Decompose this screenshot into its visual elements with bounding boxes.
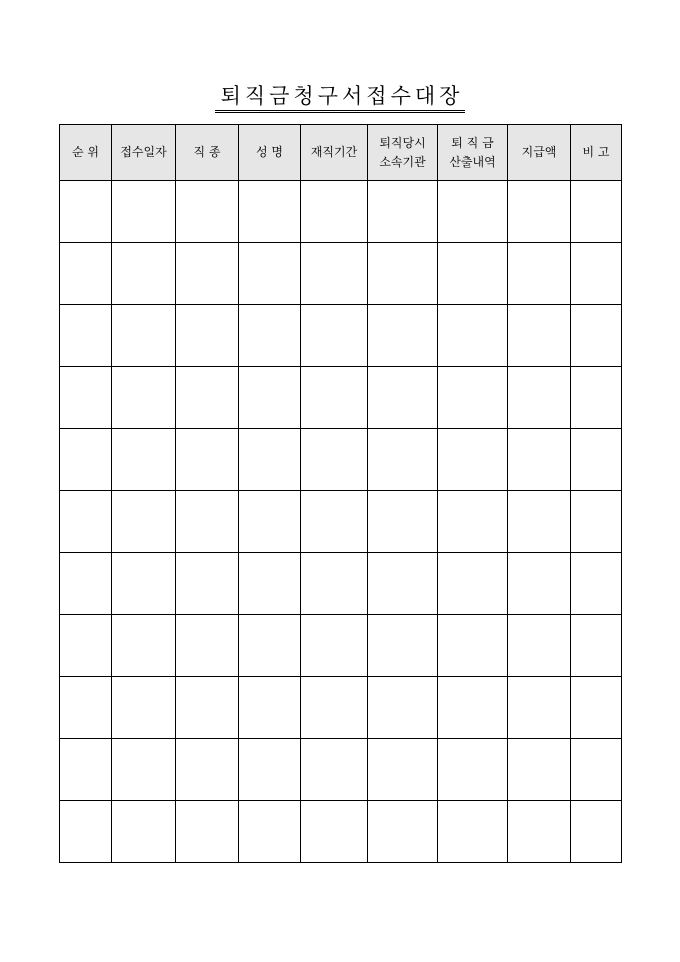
- table-cell: [239, 615, 301, 677]
- table-row: [60, 367, 622, 429]
- table-cell: [176, 181, 239, 243]
- table-cell: [60, 677, 112, 739]
- table-row: [60, 801, 622, 863]
- table-cell: [508, 181, 571, 243]
- header-label: 퇴 직 금: [451, 135, 494, 150]
- table-cell: [239, 491, 301, 553]
- table-cell: [301, 367, 368, 429]
- table-cell: [571, 491, 622, 553]
- table-cell: [508, 553, 571, 615]
- table-cell: [60, 367, 112, 429]
- table-row: [60, 305, 622, 367]
- table-body: [60, 181, 622, 863]
- table-cell: [301, 615, 368, 677]
- table-cell: [438, 491, 508, 553]
- table-cell: [112, 429, 176, 491]
- table-cell: [368, 553, 438, 615]
- header-label: 소속기관: [379, 154, 426, 169]
- table-cell: [508, 677, 571, 739]
- header-remarks: [571, 125, 622, 181]
- table-row: [60, 491, 622, 553]
- table-cell: [571, 801, 622, 863]
- table-cell: [176, 677, 239, 739]
- table-cell: [176, 615, 239, 677]
- table-cell: [571, 367, 622, 429]
- ledger-table: [59, 124, 622, 863]
- table-cell: [301, 305, 368, 367]
- table-row: [60, 677, 622, 739]
- table-cell: [438, 181, 508, 243]
- table-cell: [176, 553, 239, 615]
- header-severance-calculation: [438, 125, 508, 181]
- table-cell: [239, 305, 301, 367]
- header-affiliation-at-retirement: [368, 125, 438, 181]
- table-cell: [176, 243, 239, 305]
- table-cell: [239, 739, 301, 801]
- header-label: 퇴직당시: [379, 135, 426, 150]
- table-cell: [112, 305, 176, 367]
- table-cell: [112, 739, 176, 801]
- header-label: 직 종: [193, 145, 221, 159]
- table-cell: [112, 677, 176, 739]
- table-cell: [508, 305, 571, 367]
- table-cell: [571, 677, 622, 739]
- table-cell: [368, 181, 438, 243]
- table-cell: [239, 243, 301, 305]
- table-cell: [301, 181, 368, 243]
- header-label: 산출내역: [449, 154, 496, 169]
- header-payment-amount: [508, 125, 571, 181]
- table-row: [60, 181, 622, 243]
- table-cell: [239, 553, 301, 615]
- table-cell: [301, 243, 368, 305]
- table-cell: [176, 305, 239, 367]
- table-cell: [508, 243, 571, 305]
- header-rank: [60, 125, 112, 181]
- table-cell: [112, 491, 176, 553]
- header-label: 재직기간: [310, 145, 358, 159]
- table-cell: [571, 181, 622, 243]
- table-cell: [60, 739, 112, 801]
- table-cell: [571, 615, 622, 677]
- title-area: [0, 84, 680, 113]
- table-cell: [301, 553, 368, 615]
- table-cell: [368, 243, 438, 305]
- header-label: 비 고: [582, 145, 610, 159]
- header-label: 순 위: [72, 145, 99, 159]
- table-cell: [60, 305, 112, 367]
- table-cell: [112, 615, 176, 677]
- table-cell: [60, 615, 112, 677]
- table-cell: [176, 739, 239, 801]
- table-cell: [438, 739, 508, 801]
- table-cell: [112, 801, 176, 863]
- table-cell: [176, 367, 239, 429]
- table-cell: [176, 429, 239, 491]
- table-cell: [438, 305, 508, 367]
- table-cell: [368, 677, 438, 739]
- table-cell: [60, 553, 112, 615]
- header-label: 성 명: [256, 145, 283, 159]
- table-cell: [301, 429, 368, 491]
- table-cell: [368, 801, 438, 863]
- table-cell: [508, 739, 571, 801]
- header-name: [239, 125, 301, 181]
- table-cell: [438, 801, 508, 863]
- table-cell: [301, 677, 368, 739]
- table-cell: [112, 367, 176, 429]
- table-cell: [239, 367, 301, 429]
- table-cell: [60, 491, 112, 553]
- table-cell: [571, 739, 622, 801]
- table-cell: [301, 739, 368, 801]
- table-cell: [301, 491, 368, 553]
- table-cell: [571, 429, 622, 491]
- table-cell: [239, 677, 301, 739]
- table-cell: [438, 553, 508, 615]
- table-cell: [60, 801, 112, 863]
- table-cell: [176, 491, 239, 553]
- header-label: 지급액: [521, 145, 557, 159]
- table-cell: [438, 367, 508, 429]
- table-cell: [176, 801, 239, 863]
- table-cell: [301, 801, 368, 863]
- table-cell: [239, 181, 301, 243]
- table-cell: [368, 305, 438, 367]
- table-cell: [508, 801, 571, 863]
- table-cell: [368, 491, 438, 553]
- table-row: [60, 553, 622, 615]
- table-cell: [368, 429, 438, 491]
- table-row: [60, 243, 622, 305]
- table-cell: [112, 243, 176, 305]
- table-cell: [508, 491, 571, 553]
- table-cell: [60, 429, 112, 491]
- table-cell: [368, 615, 438, 677]
- table-cell: [438, 243, 508, 305]
- table-cell: [571, 305, 622, 367]
- table-cell: [239, 801, 301, 863]
- header-service-period: [301, 125, 368, 181]
- table-cell: [60, 181, 112, 243]
- table-cell: [368, 367, 438, 429]
- table-cell: [508, 367, 571, 429]
- table-cell: [239, 429, 301, 491]
- table-cell: [508, 429, 571, 491]
- table-cell: [60, 243, 112, 305]
- table-cell: [438, 677, 508, 739]
- header-receipt-date: [112, 125, 176, 181]
- table-cell: [571, 243, 622, 305]
- table-cell: [508, 615, 571, 677]
- table-cell: [438, 429, 508, 491]
- table-cell: [368, 739, 438, 801]
- header-label: 접수일자: [120, 145, 167, 159]
- table-cell: [112, 181, 176, 243]
- table-row: [60, 615, 622, 677]
- table-row: [60, 739, 622, 801]
- table-cell: [438, 615, 508, 677]
- header-job-type: [176, 125, 239, 181]
- header-row: [60, 125, 622, 181]
- table-cell: [112, 553, 176, 615]
- table-cell: [571, 553, 622, 615]
- document-title: 퇴직금청구서접수대장: [215, 84, 466, 113]
- table-row: [60, 429, 622, 491]
